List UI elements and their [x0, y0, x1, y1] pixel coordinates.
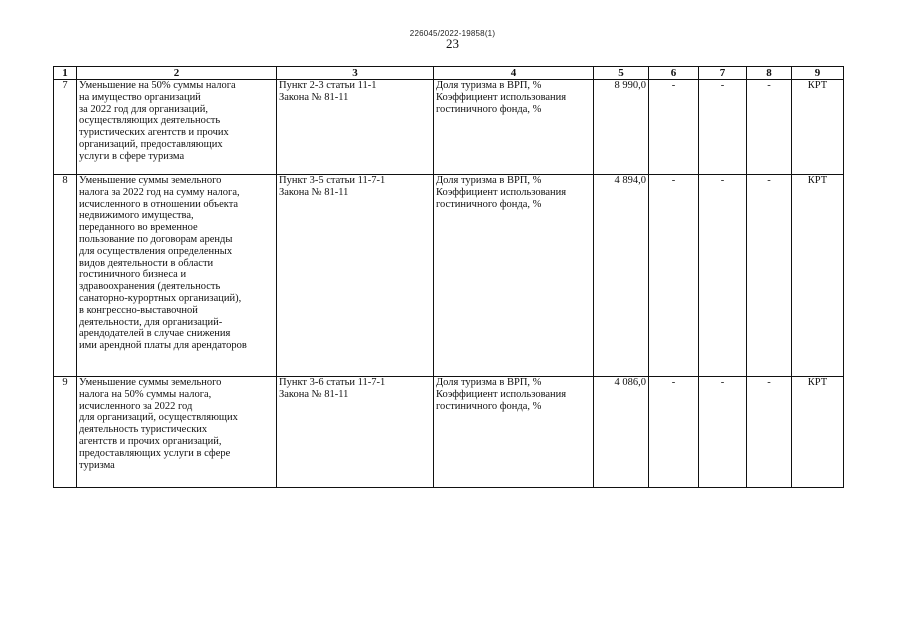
text-line: за 2022 год для организаций,: [79, 103, 209, 115]
text-line: предоставляющих услуги в сфере: [79, 447, 231, 459]
text-line: гостиничного фонда, %: [436, 198, 542, 210]
header-row: [54, 67, 844, 80]
text-line: Коэффициент использования: [436, 91, 567, 103]
law-reference: [277, 80, 434, 175]
text-line: агентств и прочих организаций,: [79, 435, 222, 447]
column-header: 9: [792, 67, 844, 80]
indicators: [434, 377, 594, 488]
column-header: 3: [277, 67, 434, 80]
text-line: деятельность туристических: [79, 424, 208, 436]
column-header: 2: [77, 67, 277, 80]
text-line: Пункт 3-6 статьи 11-7-1: [279, 377, 386, 388]
text-line: Закона № 81-11: [279, 186, 349, 198]
text-line: туризма: [79, 459, 115, 471]
text-line: Уменьшение на 50% суммы налога: [79, 80, 236, 91]
benefit-description: [77, 80, 277, 175]
col7-value: -: [699, 377, 747, 488]
amount-value: 4 894,0: [594, 175, 649, 377]
text-line: Коэффициент использования: [436, 186, 567, 198]
row-number: 8: [54, 175, 77, 377]
text-line: переданного во временное: [79, 222, 198, 234]
column-header: 7: [699, 67, 747, 80]
col8-value: -: [747, 80, 792, 175]
document-id: 226045/2022-19858(1): [409, 29, 496, 38]
text-line: налога на 50% суммы налога,: [79, 388, 212, 400]
text-line: организаций, предоставляющих: [79, 138, 223, 150]
amount-value: 8 990,0: [594, 80, 649, 175]
col6-value: -: [649, 80, 699, 175]
text-line: арендодателей в случае снижения: [79, 328, 231, 340]
text-line: Уменьшение суммы земельного: [79, 175, 222, 186]
col8-value: -: [747, 175, 792, 377]
text-line: гостиничного бизнеса и: [79, 269, 187, 281]
text-line: осуществляющих деятельность: [79, 115, 221, 127]
text-line: Доля туризма в ВРП, %: [436, 80, 542, 91]
text-line: в конгрессно-выставочной: [79, 304, 198, 316]
law-reference: [277, 175, 434, 377]
col7-value: -: [699, 175, 747, 377]
table-row: [54, 175, 844, 377]
text-line: для организаций, осуществляющих: [79, 412, 238, 424]
program-code: КРТ: [792, 80, 844, 175]
text-line: деятельности, для организаций-: [79, 316, 223, 328]
row-number: 7: [54, 80, 77, 175]
col7-value: -: [699, 80, 747, 175]
text-line: Доля туризма в ВРП, %: [436, 377, 542, 388]
column-header: 5: [594, 67, 649, 80]
column-header: 8: [747, 67, 792, 80]
text-line: пользование по договорам аренды: [79, 233, 233, 245]
text-line: видов деятельности в области: [79, 257, 214, 269]
text-line: Доля туризма в ВРП, %: [436, 175, 542, 186]
column-header: 1: [54, 67, 77, 80]
col6-value: -: [649, 175, 699, 377]
table-row: [54, 377, 844, 488]
benefit-description: [77, 377, 277, 488]
tax-benefits-table: [53, 66, 844, 488]
col8-value: -: [747, 377, 792, 488]
text-line: исчисленного в отношении объекта: [79, 198, 239, 210]
indicators: [434, 175, 594, 377]
text-line: Закона № 81-11: [279, 91, 349, 103]
program-code: КРТ: [792, 175, 844, 377]
text-line: туристических агентств и прочих: [79, 127, 229, 139]
column-header: 4: [434, 67, 594, 80]
law-reference: [277, 377, 434, 488]
amount-value: 4 086,0: [594, 377, 649, 488]
text-line: налога за 2022 год на сумму налога,: [79, 186, 240, 198]
column-header: 6: [649, 67, 699, 80]
text-line: гостиничного фонда, %: [436, 103, 542, 115]
text-line: Закона № 81-11: [279, 388, 349, 400]
text-line: санаторно-курортных организаций),: [79, 292, 242, 304]
page-number: 23: [446, 36, 459, 51]
text-line: Пункт 2-3 статьи 11-1: [279, 80, 377, 91]
text-line: на имущество организаций: [79, 91, 201, 103]
text-line: услуги в сфере туризма: [79, 150, 185, 162]
text-line: гостиничного фонда, %: [436, 400, 542, 412]
benefit-description: [77, 175, 277, 377]
text-line: ими арендной платы для арендаторов: [79, 340, 247, 352]
indicators: [434, 80, 594, 175]
col6-value: -: [649, 377, 699, 488]
table-row: [54, 80, 844, 175]
text-line: недвижимого имущества,: [79, 210, 194, 222]
text-line: Коэффициент использования: [436, 388, 567, 400]
text-line: исчисленного за 2022 год: [79, 400, 193, 412]
text-line: Уменьшение суммы земельного: [79, 377, 222, 388]
text-line: для осуществления определенных: [79, 245, 233, 257]
program-code: КРТ: [792, 377, 844, 488]
row-number: 9: [54, 377, 77, 488]
text-line: Пункт 3-5 статьи 11-7-1: [279, 175, 386, 186]
text-line: здравоохранения (деятельность: [79, 281, 221, 293]
